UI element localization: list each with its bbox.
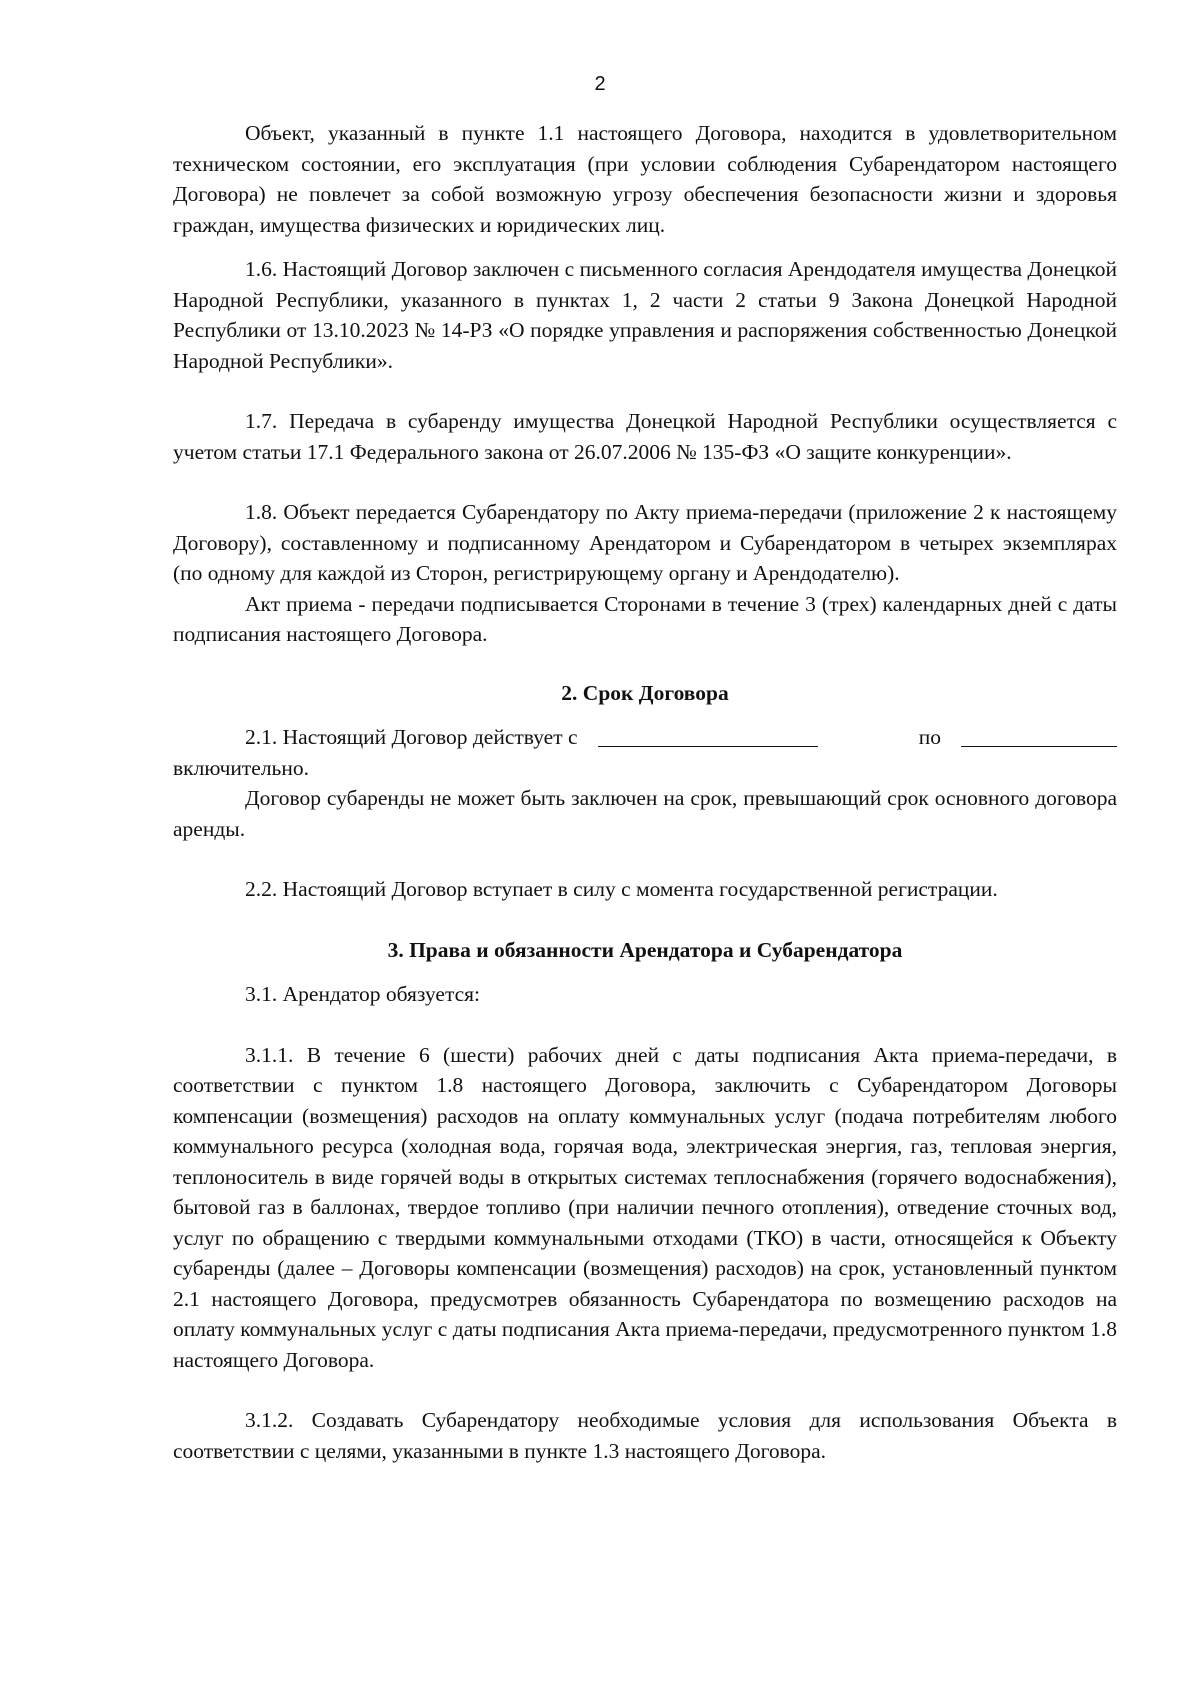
paragraph-3-1: 3.1. Арендатор обязуется: (245, 982, 481, 1006)
paragraph-1-8: 1.8. Объект передается Субарендатору по Акту приема-передачи (приложение 2 к настоящему Договору), составленному и подписанному Арендатором и Субарендатором в четырех экземплярах (по одному для каждой из Сторон, регистрирующему органу и Арендодателю). (173, 500, 1117, 585)
paragraph-1-6: 1.6. Настоящий Договор заключен с письменного согласия Арендодателя имущества Донецкой Народной Республики, указанного в пунктах 1, 2 части 2 статьи 9 Закона Донецкой Народной Республики от 13.10.2023 № 14-РЗ «О порядке управления и распоряжения собственностью Донецкой Народной Республики». (173, 257, 1117, 373)
paragraph-3-1-1: 3.1.1. В течение 6 (шести) рабочих дней с даты подписания Акта приема-передачи, в соответствии с пунктом 1.8 настоящего Договора, заключить с Субарендатором Договоры компенсации (возмещения) расходов на оплату коммунальных услуг (подача потребителям любого коммунального ресурса (холодная вода, горячая вода, электрическая энергия, газ, тепловая энергия, теплоноситель в виде горячей воды в открытых системах теплоснабжения (горячего водоснабжения), бытовой газ в баллонах, твердое топливо (при наличии печного отопления), отведение сточных вод, услуг по обращению с твердыми коммунальными отходами (ТКО) в части, относящейся к Объекту субаренды (далее – Договоры компенсации (возмещения) расходов) на срок, установленный пунктом 2.1 настоящего Договора, предусмотрев обязанность Субарендатора по возмещению расходов на оплату коммунальных услуг с даты подписания Акта приема-передачи, предусмотренного пунктом 1.8 настоящего Договора. (173, 1042, 1117, 1372)
paragraph-2-1-sub: Договор субаренды не может быть заключен на срок, превышающий срок основного договора аренды. (173, 786, 1117, 841)
paragraph-2-1-end: включительно. (173, 755, 309, 780)
page-number: 2 (594, 73, 606, 95)
paragraph-1-7: 1.7. Передача в субаренду имущества Донецкой Народной Республики осуществляется с учетом статьи 17.1 Федерального закона от 26.07.2006 № 135-ФЗ «О защите конкуренции». (173, 409, 1117, 464)
paragraph-2-1-start: 2.1. Настоящий Договор действует с (245, 725, 578, 749)
paragraph-3-1-2: 3.1.2. Создавать Субарендатору необходимые условия для использования Объекта в соответствии с целями, указанными в пункте 1.3 настоящего Договора. (173, 1408, 1117, 1463)
paragraph-1-8-act: Акт приема - передачи подписывается Сторонами в течение 3 (трех) календарных дней с даты подписания настоящего Договора. (173, 591, 1117, 646)
paragraph-2-1-line (173, 722, 1117, 753)
paragraph-1-5-continued: Объект, указанный в пункте 1.1 настоящего Договора, находится в удовлетворительном техническом состоянии, его эксплуатация (при условии соблюдения Субарендатором настоящего Договора) не повлечет за собой возможную угрозу обеспечения безопасности жизни и здоровья граждан, имущества физических и юридических лиц. (173, 121, 1117, 237)
paragraph-2-1-po: по (918, 725, 941, 749)
section-3-heading: 3. Права и обязанности Арендатора и Субарендатора (387, 937, 903, 962)
paragraph-2-2: 2.2. Настоящий Договор вступает в силу с момента государственной регистрации. (245, 877, 998, 901)
section-2-heading: 2. Срок Договора (561, 680, 729, 705)
document-body (173, 118, 1117, 1466)
end-date-blank (961, 726, 1117, 747)
start-date-blank (598, 726, 818, 747)
